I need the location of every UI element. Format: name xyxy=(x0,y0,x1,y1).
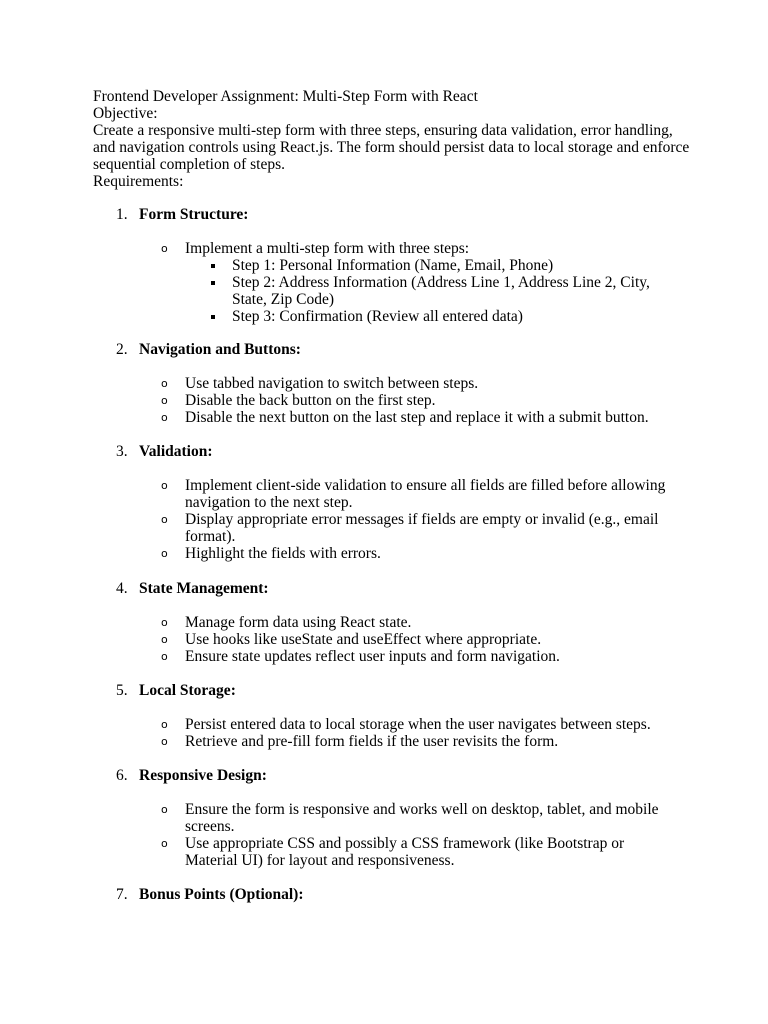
circle-bullet-icon: o xyxy=(161,242,168,255)
section-local-storage xyxy=(93,682,693,750)
square-bullet-icon xyxy=(211,281,215,285)
objective-label: Objective: xyxy=(93,105,158,122)
list-item xyxy=(93,631,675,648)
circle-bullet-icon: o xyxy=(161,735,168,748)
sub-list-item-text: Step 2: Address Information (Address Line 1, Address Line 2, City, State, Zip Code) xyxy=(232,274,650,308)
list-item xyxy=(93,240,675,257)
section-title: Navigation and Buttons: xyxy=(139,341,301,358)
list-item-text: Highlight the fields with errors. xyxy=(185,545,381,562)
list-item-text: Persist entered data to local storage when the user navigates between steps. xyxy=(185,716,651,733)
section-title: Form Structure: xyxy=(139,206,249,223)
sub-list-item-text: Step 1: Personal Information (Name, Email, Phone) xyxy=(232,257,554,274)
circle-bullet-icon: o xyxy=(161,718,168,731)
circle-bullet-icon: o xyxy=(161,513,168,526)
section-heading xyxy=(93,580,693,597)
section-number: 6. xyxy=(116,767,128,784)
list-item xyxy=(93,801,675,835)
section-number: 3. xyxy=(116,443,128,460)
section-form-structure xyxy=(93,206,693,325)
section-heading xyxy=(93,767,693,784)
section-navigation-buttons xyxy=(93,341,693,426)
section-heading xyxy=(93,682,693,699)
section-number: 2. xyxy=(116,341,128,358)
list-item xyxy=(93,733,675,750)
section-heading xyxy=(93,886,693,903)
sub-list-item xyxy=(93,308,672,325)
list-item xyxy=(93,375,675,392)
section-items xyxy=(93,375,693,426)
list-item-text: Ensure the form is responsive and works well on desktop, tablet, and mobile screens. xyxy=(185,801,659,835)
section-number: 1. xyxy=(116,206,128,223)
section-title: Local Storage: xyxy=(139,682,236,699)
section-items xyxy=(93,614,693,665)
list-item xyxy=(93,477,675,511)
requirements-label: Requirements: xyxy=(93,173,184,190)
section-number: 5. xyxy=(116,682,128,699)
circle-bullet-icon: o xyxy=(161,377,168,390)
list-item-text: Ensure state updates reflect user inputs and form navigation. xyxy=(185,648,560,665)
section-title: Validation: xyxy=(139,443,213,460)
section-title: State Management: xyxy=(139,580,269,597)
sub-list-item-text: Step 3: Confirmation (Review all entered data) xyxy=(232,308,523,325)
list-item-text: Manage form data using React state. xyxy=(185,614,412,631)
circle-bullet-icon: o xyxy=(161,837,168,850)
sub-list-item xyxy=(93,257,672,274)
sub-list xyxy=(93,257,693,325)
section-validation xyxy=(93,443,693,562)
circle-bullet-icon: o xyxy=(161,394,168,407)
square-bullet-icon xyxy=(211,315,215,319)
section-title: Bonus Points (Optional): xyxy=(139,886,304,903)
list-item-text: Disable the next button on the last step and replace it with a submit button. xyxy=(185,409,649,426)
section-items xyxy=(93,716,693,750)
list-item xyxy=(93,545,675,562)
list-item-text: Display appropriate error messages if fields are empty or invalid (e.g., email format). xyxy=(185,511,659,545)
list-item-text: Implement client-side validation to ensure all fields are filled before allowing navigation to the next step. xyxy=(185,477,666,511)
list-item xyxy=(93,716,675,733)
section-bonus-points xyxy=(93,886,693,903)
list-item xyxy=(93,392,675,409)
list-item-text: Retrieve and pre-fill form fields if the user revisits the form. xyxy=(185,733,559,750)
list-item-text: Implement a multi-step form with three steps: xyxy=(185,240,470,257)
section-number: 7. xyxy=(116,886,128,903)
circle-bullet-icon: o xyxy=(161,803,168,816)
list-item-text: Disable the back button on the first step. xyxy=(185,392,436,409)
square-bullet-icon xyxy=(211,264,215,268)
list-item xyxy=(93,648,675,665)
circle-bullet-icon: o xyxy=(161,411,168,424)
objective-text: Create a responsive multi-step form with three steps, ensuring data validation, error handling, and navigation controls using React.js. The form should persist data to local storage and enforce sequential completion of steps. xyxy=(93,122,690,173)
section-title: Responsive Design: xyxy=(139,767,267,784)
document-title: Frontend Developer Assignment: Multi-Step Form with React xyxy=(93,88,478,105)
document-intro xyxy=(93,88,693,190)
sub-list-item xyxy=(93,274,672,308)
section-heading xyxy=(93,341,693,358)
list-item xyxy=(93,614,675,631)
circle-bullet-icon: o xyxy=(161,616,168,629)
section-state-management xyxy=(93,580,693,665)
section-heading xyxy=(93,206,693,223)
list-item-text: Use hooks like useState and useEffect where appropriate. xyxy=(185,631,542,648)
circle-bullet-icon: o xyxy=(161,547,168,560)
section-heading xyxy=(93,443,693,460)
list-item-text: Use appropriate CSS and possibly a CSS framework (like Bootstrap or Material UI) for layout and responsiveness. xyxy=(185,835,625,869)
list-item-text: Use tabbed navigation to switch between steps. xyxy=(185,375,479,392)
circle-bullet-icon: o xyxy=(161,633,168,646)
section-items xyxy=(93,801,693,869)
circle-bullet-icon: o xyxy=(161,479,168,492)
list-item xyxy=(93,511,675,545)
section-items xyxy=(93,477,693,562)
section-number: 4. xyxy=(116,580,128,597)
list-item xyxy=(93,409,675,426)
section-responsive-design xyxy=(93,767,693,869)
section-items xyxy=(93,240,693,325)
list-item xyxy=(93,835,675,869)
circle-bullet-icon: o xyxy=(161,650,168,663)
